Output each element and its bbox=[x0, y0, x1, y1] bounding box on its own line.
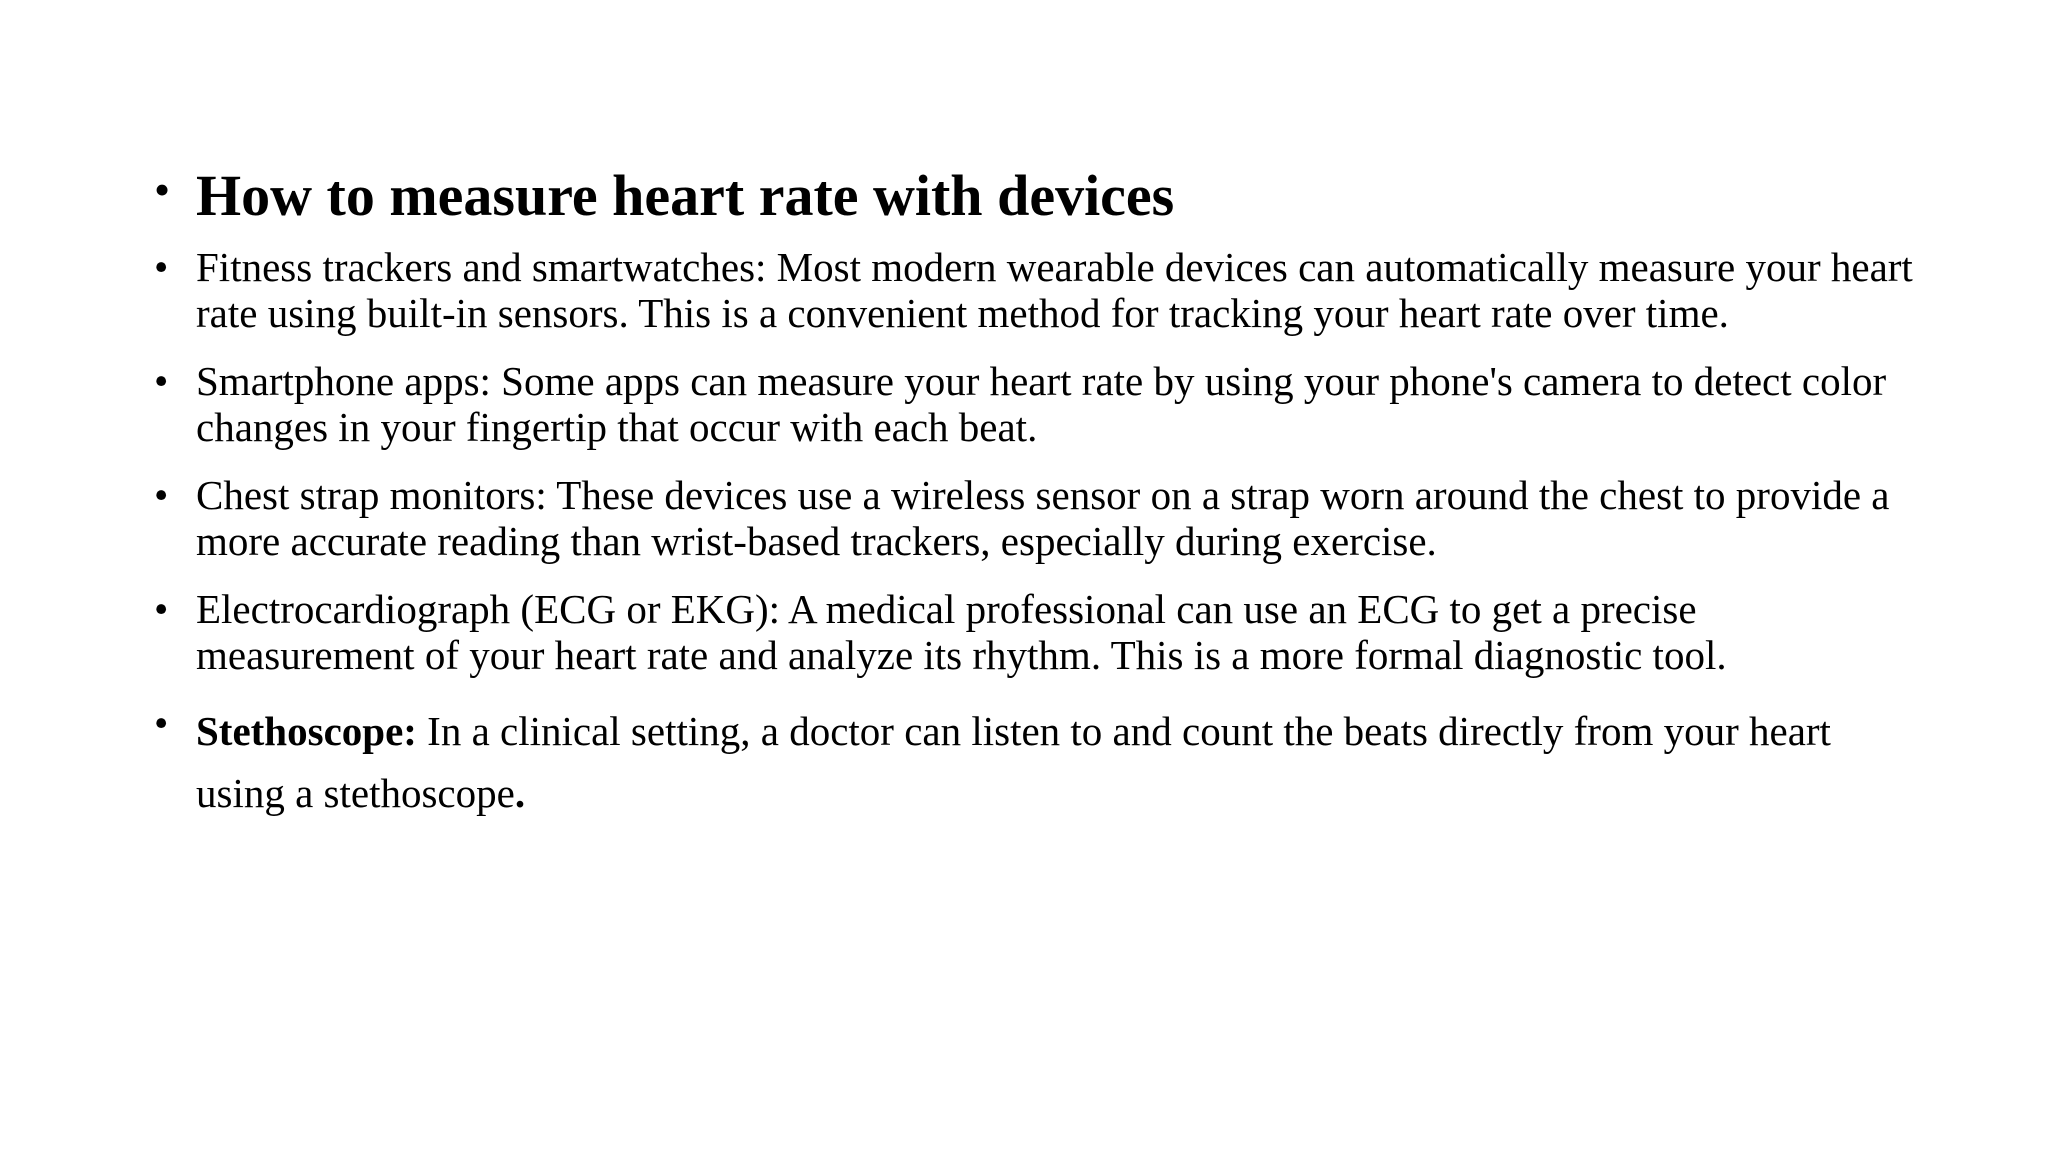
slide-content bbox=[154, 160, 1914, 846]
bullet-stethoscope bbox=[154, 700, 1914, 824]
bullet-ecg: • Electrocardiograph (ECG or EKG): A medical professional can use an ECG to get a precise measurement of your heart rate and analyze its rhythm. This is a more formal diagnostic tool. bbox=[154, 586, 1914, 678]
slide-heading: • How to measure heart rate with devices bbox=[154, 160, 1914, 232]
stethoscope-label: Stethoscope: bbox=[196, 708, 417, 754]
bullet-fitness-trackers: • Fitness trackers and smartwatches: Most modern wearable devices can automatically measure your heart rate using built-in sensors. This is a convenient method for tracking your heart rate over time. bbox=[154, 244, 1914, 336]
bullet-smartphone-apps: • Smartphone apps: Some apps can measure your heart rate by using your phone's camera to detect color changes in your fingertip that occur with each beat. bbox=[154, 358, 1914, 450]
bullet-chest-strap: • Chest strap monitors: These devices use a wireless sensor on a strap worn around the chest to provide a more accurate reading than wrist-based trackers, especially during exercise. bbox=[154, 472, 1914, 564]
bullet-list bbox=[154, 160, 1914, 824]
stethoscope-period: . bbox=[514, 770, 526, 816]
stethoscope-text: In a clinical setting, a doctor can listen to and count the beats directly from your heart using a stethoscope bbox=[196, 708, 1831, 816]
